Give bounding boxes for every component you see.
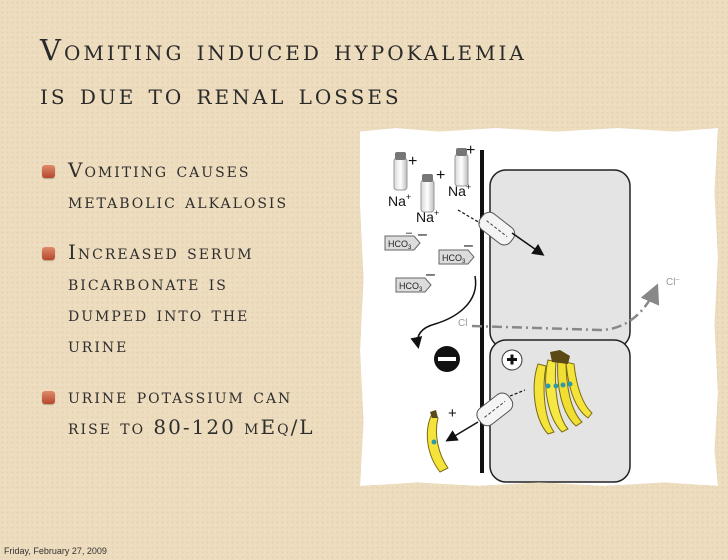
svg-text:HCO3: $HCO_3$ [388,239,412,251]
bullet-item [40,237,360,361]
minus-sign: – [418,226,427,243]
kidney-tubule-figure [360,128,718,486]
plus-sign: + [466,142,476,159]
svg-text:–: – [406,227,413,239]
svg-text:HCO3: $HCO_3$ [442,253,466,265]
hco3-ion [385,227,420,251]
title-line-2: is due to renal losses [40,77,402,111]
minus-sign: – [464,237,473,254]
bullet-list [40,155,360,443]
plus-circle-icon [502,350,522,370]
salt-shaker-icon [394,152,407,190]
na-label: Na+ [416,208,440,225]
bullet-line: Vomiting causes [68,158,251,182]
plus-sign: + [448,405,457,422]
minus-sign: – [426,266,435,283]
plus-sign: + [436,167,446,184]
tubule-diagram [360,128,718,486]
bullet-line: metabolic alkalosis [68,189,289,213]
footer-date: Friday, February 27, 2009 [4,546,107,556]
cl-label-blood: Cl– [666,276,680,288]
na-label: Na+ [388,192,412,209]
banana-icon [427,410,448,472]
bullet-marker-icon [42,247,55,260]
k-secretion-arrow [448,422,478,440]
salt-shaker-icon [421,174,434,212]
plus-sign: + [408,153,418,170]
cl-label-lumen: Cl [458,318,468,329]
bullet-item [40,381,360,443]
bullet-marker-icon [42,391,55,404]
na-label: Na+ [448,182,472,199]
upper-cell [490,170,630,348]
bullet-marker-icon [42,165,55,178]
bullet-line: rise to 80-120 mEq/L [68,415,315,439]
slide-title [40,28,720,116]
title-line-1: Vomiting induced hypokalemia [40,33,527,67]
bullet-item [40,155,360,217]
svg-text:HCO3: $HCO_3$ [399,281,423,293]
bullet-line: dumped into the [68,302,250,326]
bullet-line: urine potassium can [68,384,293,408]
bullet-line: urine [68,333,129,357]
bullet-line: Increased serum [68,240,254,264]
bullet-line: bicarbonate is [68,271,228,295]
minus-circle-icon [434,346,460,372]
